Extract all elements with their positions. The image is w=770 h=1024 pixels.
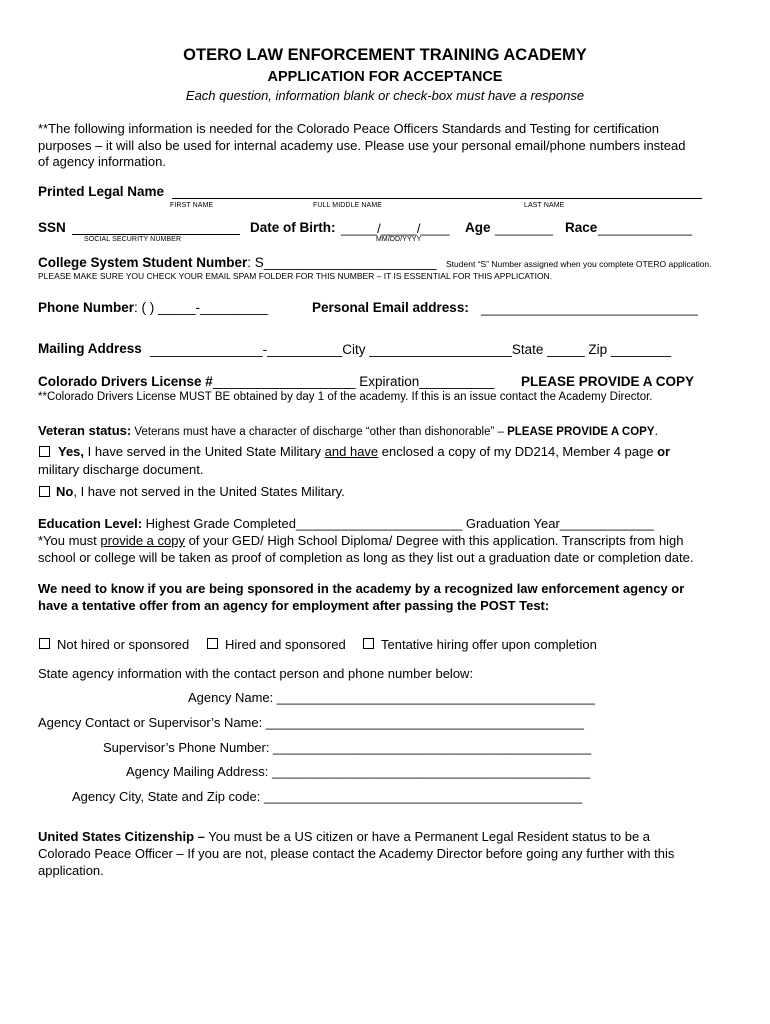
license-field[interactable]: ___________________ — [212, 374, 356, 389]
supervisor-phone-field[interactable]: Supervisor’s Phone Number: ____________________________________________ — [103, 740, 592, 755]
legal-name-label: Printed Legal Name — [38, 184, 165, 199]
education-row — [38, 516, 654, 531]
age-field[interactable]: ________ — [495, 221, 553, 236]
license-expiration[interactable]: Expiration__________ — [355, 374, 495, 389]
veteran-yes-underline: and have — [324, 444, 379, 459]
veteran-yes-or: or — [657, 444, 671, 459]
license-note: **Colorado Drivers License MUST BE obtained by day 1 of the academy. If this is an issue contact the Academy Director. — [38, 391, 653, 403]
first-name-caption: FIRST NAME — [170, 202, 214, 209]
education-fields[interactable]: Highest Grade Completed_______________________ Graduation Year_____________ — [142, 516, 654, 531]
mailing-address-label: Mailing Address — [38, 341, 142, 356]
form-instruction: Each question, information blank or check-box must have a response — [185, 88, 585, 103]
veteran-row — [38, 423, 658, 438]
intro-line-2: purposes – it will also be used for internal academy use. Please use your personal email/phone numbers instead — [38, 138, 686, 153]
student-number-prefix: : S — [247, 255, 264, 270]
veteran-period: . — [654, 423, 659, 438]
not-hired-label: Not hired or sponsored — [57, 637, 190, 652]
citizenship-line-3: application. — [38, 863, 104, 878]
dob-field[interactable]: _____/_____/____ — [341, 221, 450, 236]
education-copy-underline: provide a copy — [100, 533, 185, 548]
veteran-yes-line-2: military discharge document. — [38, 462, 204, 477]
veteran-yes-checkbox[interactable] — [39, 446, 50, 457]
intro-line-3: of agency information. — [38, 154, 166, 169]
veteran-label: Veteran status: — [38, 423, 132, 438]
ssn-caption: SOCIAL SECURITY NUMBER — [84, 236, 182, 243]
license-label: Colorado Drivers License # — [38, 374, 213, 389]
spam-folder-warning: PLEASE MAKE SURE YOU CHECK YOUR EMAIL SPAM FOLDER FOR THIS NUMBER – IT IS ESSENTIAL FOR THIS APPLICATION. — [38, 271, 553, 281]
student-number-field[interactable]: _______________________ — [263, 255, 437, 270]
veteran-yes-text: I have served in the United State Military — [84, 444, 325, 459]
tentative-offer-checkbox[interactable] — [363, 638, 374, 649]
education-line-2-a: *You must — [38, 533, 101, 548]
license-copy-notice: PLEASE PROVIDE A COPY — [521, 374, 695, 389]
tentative-offer-label: Tentative hiring offer upon completion — [381, 637, 597, 652]
student-number-note: Student “S” Number assigned when you complete OTERO application. — [446, 259, 712, 269]
veteran-yes-text-2: enclosed a copy of my DD214, Member 4 page — [378, 444, 658, 459]
citizenship-label: United States Citizenship – — [38, 829, 205, 844]
dob-caption: MM/DD/YYYY — [376, 236, 422, 243]
age-label: Age — [465, 220, 491, 235]
license-row — [38, 374, 494, 389]
intro-line-1: **The following information is needed for the Colorado Peace Officers Standards and Testing for certification — [38, 121, 659, 136]
veteran-no-option — [56, 484, 345, 499]
hired-sponsored-checkbox[interactable] — [207, 638, 218, 649]
student-number-label: College System Student Number — [38, 255, 248, 270]
veteran-no-text: , I have not served in the United States Military. — [73, 484, 345, 499]
sponsor-question-1: We need to know if you are being sponsored in the academy by a recognized law enforcement agency or — [38, 581, 685, 596]
veteran-yes-option — [58, 444, 670, 459]
legal-name-field[interactable] — [172, 198, 702, 199]
dob-label: Date of Birth: — [250, 220, 336, 235]
sponsor-question-2: have a tentative offer from an agency for employment after passing the POST Test: — [38, 598, 550, 613]
phone-label: Phone Number — [38, 300, 135, 315]
agency-city-field[interactable]: Agency City, State and Zip code: ____________________________________________ — [72, 789, 583, 804]
veteran-no-label: No — [56, 484, 74, 499]
race-label: Race — [565, 220, 598, 235]
phone-field[interactable]: : ( ) _____-_________ — [134, 300, 268, 315]
middle-name-caption: FULL MIDDLE NAME — [313, 202, 383, 209]
veteran-copy-notice: PLEASE PROVIDE A COPY — [507, 426, 655, 438]
student-number-row — [38, 255, 437, 270]
form-subtitle: APPLICATION FOR ACCEPTANCE — [267, 69, 503, 85]
email-label: Personal Email address: — [312, 300, 469, 315]
education-line-2-b: of your GED/ High School Diploma/ Degree with this application. Transcripts from high — [184, 533, 684, 548]
form-title: OTERO LAW ENFORCEMENT TRAINING ACADEMY — [183, 46, 587, 64]
agency-contact-field[interactable]: Agency Contact or Supervisor’s Name: ____________________________________________ — [38, 715, 584, 730]
citizenship-text-1: You must be a US citizen or have a Permanent Legal Resident status to be a — [204, 829, 651, 844]
ssn-label: SSN — [38, 220, 66, 235]
email-field[interactable]: ______________________________ — [481, 301, 698, 316]
education-line-3: school or college will be taken as proof of completion as long as they list out a graduation date or completion date. — [38, 550, 694, 565]
education-line-2 — [38, 532, 684, 549]
last-name-caption: LAST NAME — [524, 202, 565, 209]
phone-row — [38, 300, 268, 315]
state-agency-info: State agency information with the contact person and phone number below: — [38, 666, 474, 681]
hired-sponsored-label: Hired and sponsored — [225, 637, 346, 652]
veteran-no-checkbox[interactable] — [39, 486, 50, 497]
citizenship-line-1 — [38, 828, 650, 845]
ssn-field[interactable] — [72, 234, 240, 235]
mailing-address-field[interactable]: _______________-__________City ___________________State _____ Zip ________ — [150, 342, 671, 357]
veteran-text: Veterans must have a character of discharge “other than dishonorable” – — [131, 426, 508, 438]
not-hired-checkbox[interactable] — [39, 638, 50, 649]
agency-mailing-field[interactable]: Agency Mailing Address: ____________________________________________ — [126, 764, 591, 779]
agency-name-field[interactable]: Agency Name: ____________________________________________ — [188, 690, 595, 705]
veteran-yes-label: Yes, — [58, 444, 85, 459]
race-field[interactable]: _____________ — [598, 221, 692, 236]
citizenship-line-2: Colorado Peace Officer – If you are not, please contact the Academy Director before going any further with this — [38, 846, 675, 861]
education-label: Education Level: — [38, 516, 143, 531]
